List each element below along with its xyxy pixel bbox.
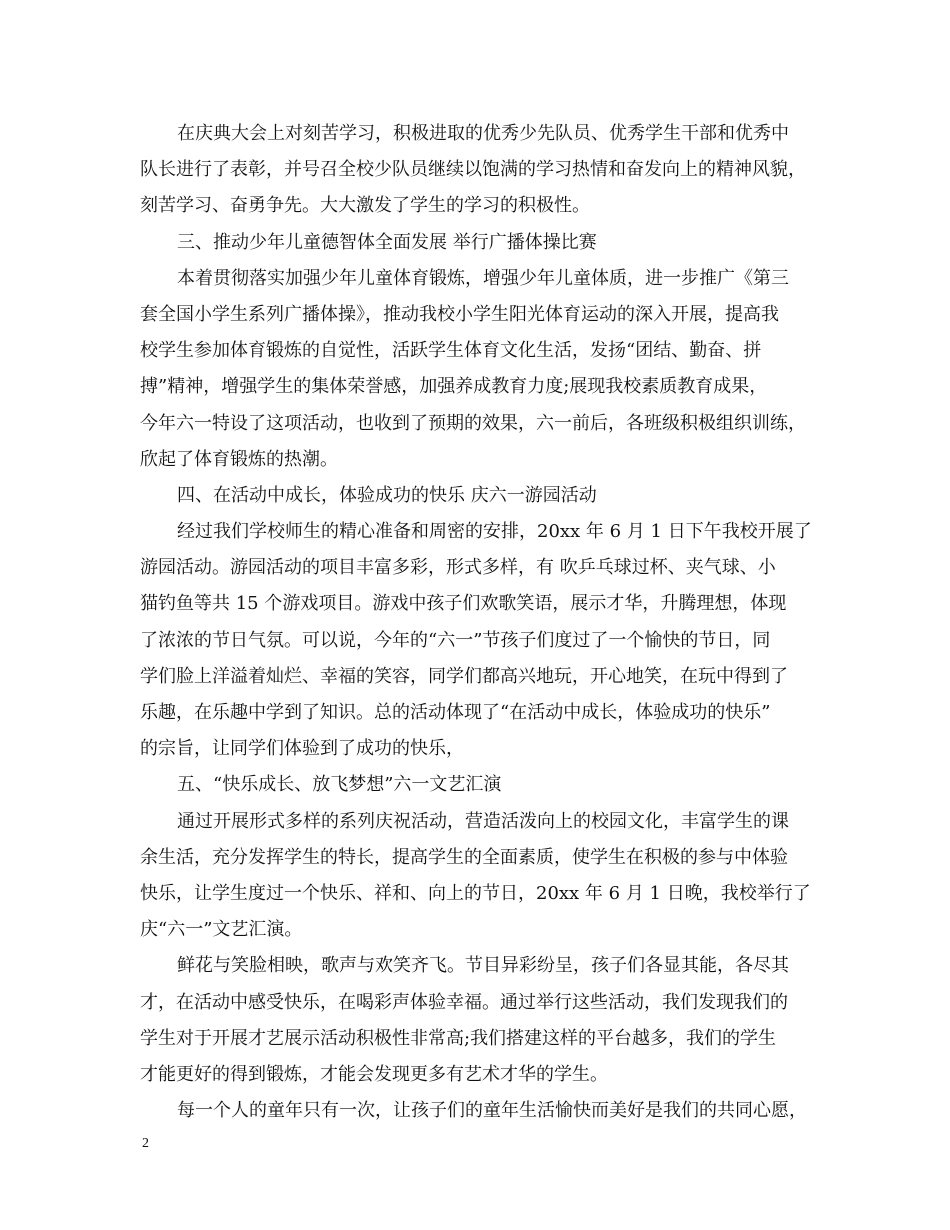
text-line: 在庆典大会上对刻苦学习，积极进取的优秀少先队员、优秀学生干部和优秀中 bbox=[177, 123, 789, 144]
text-line: 队长进行了表彰，并号召全校少队员继续以饱满的学习热情和奋发向上的精神风貌， bbox=[140, 159, 806, 181]
text-line: 庆“六一”文艺汇演。 bbox=[140, 919, 303, 941]
page-number: 2 bbox=[142, 1136, 149, 1151]
text-line: 快乐，让学生度过一个快乐、祥和、向上的节日，20xx 年 6 月 1 日晚，我校举行了 bbox=[140, 882, 811, 904]
body-text bbox=[140, 116, 820, 1129]
text-line: 搏”精神，增强学生的集体荣誉感，加强养成教育力度;展现我校素质教育成果， bbox=[140, 376, 768, 398]
text-line: 刻苦学习、奋勇争先。大大激发了学生的学习的积极性。 bbox=[140, 195, 590, 217]
text-line: 通过开展形式多样的系列庆祝活动，营造活泼向上的校园文化，丰富学生的课 bbox=[177, 810, 789, 832]
text-line: 今年六一特设了这项活动，也收到了预期的效果，六一前后，各班级积极组织训练， bbox=[140, 412, 806, 434]
text-line: 学生对于开展才艺展示活动积极性非常高;我们搭建这样的平台越多，我们的学生 bbox=[140, 1027, 777, 1049]
text-line: 猫钓鱼等共 15 个游戏项目。游戏中孩子们欢歌笑语，展示才华，升腾理想，体现 bbox=[140, 593, 787, 615]
text-line: 经过我们学校师生的精心准备和周密的安排，20xx 年 6 月 1 日下午我校开展了 bbox=[177, 521, 812, 543]
text-line: 学们脸上洋溢着灿烂、幸福的笑容，同学们都高兴地玩，开心地笑，在玩中得到了 bbox=[140, 665, 788, 687]
text-line: 五、“快乐成长、放飞梦想”六一文艺汇演 bbox=[177, 774, 502, 796]
text-line: 三、推动少年儿童德智体全面发展 举行广播体操比赛 bbox=[177, 231, 597, 253]
text-line: 欣起了体育锻炼的热潮。 bbox=[140, 448, 338, 470]
text-line: 余生活，充分发挥学生的特长，提高学生的全面素质，使学生在积极的参与中体验 bbox=[140, 846, 788, 868]
text-line: 套全国小学生系列广播体操》，推动我校小学生阳光体育运动的深入开展，提高我 bbox=[140, 303, 779, 325]
text-line: 的宗旨，让同学们体验到了成功的快乐， bbox=[140, 738, 464, 760]
text-line: 游园活动。游园活动的项目丰富多彩，形式多样，有 吹乒乓球过杯、夹气球、小 bbox=[140, 557, 776, 579]
text-line: 四、在活动中成长，体验成功的快乐 庆六一游园活动 bbox=[177, 484, 597, 506]
text-line: 了浓浓的节日气氛。可以说，今年的“六一”节孩子们度过了一个愉快的节日，同 bbox=[140, 629, 771, 651]
text-line: 才，在活动中感受快乐，在喝彩声体验幸福。通过举行这些活动，我们发现我们的 bbox=[140, 991, 788, 1013]
text-line: 每一个人的童年只有一次，让孩子们的童年生活愉快而美好是我们的共同心愿， bbox=[177, 1100, 807, 1122]
text-line: 乐趣，在乐趣中学到了知识。总的活动体现了“在活动中成长，体验成功的快乐” bbox=[140, 702, 771, 723]
text-line: 鲜花与笑脸相映，歌声与欢笑齐飞。节目异彩纷呈，孩子们各显其能，各尽其 bbox=[177, 955, 789, 977]
text-line: 校学生参加体育锻炼的自觉性，活跃学生体育文化生活，发扬“团结、勤奋、拼 bbox=[140, 340, 762, 362]
text-line: 本着贯彻落实加强少年儿童体育锻炼，增强少年儿童体质，进一步推广《第三 bbox=[177, 267, 789, 289]
text-line: 才能更好的得到锻炼，才能会发现更多有艺术才华的学生。 bbox=[140, 1063, 608, 1085]
